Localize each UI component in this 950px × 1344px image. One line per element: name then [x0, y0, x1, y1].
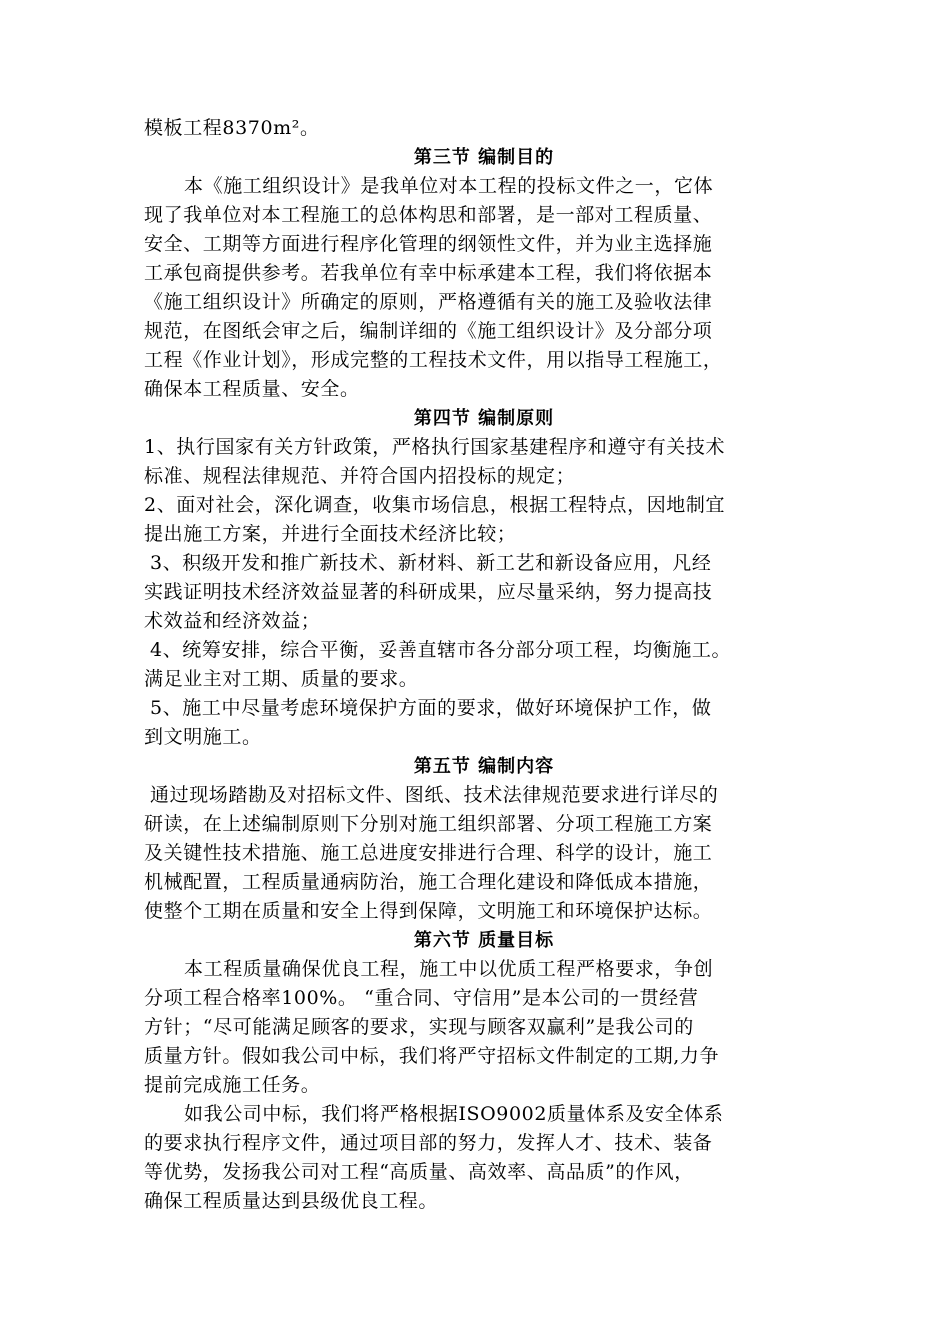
text-line: 提前完成施工任务。 — [144, 1074, 321, 1096]
text-line: 术效益和经济效益； — [144, 610, 321, 632]
text-line: 确保本工程质量、安全。 — [144, 378, 360, 400]
text-line: 分项工程合格率100%。 “重合同、守信用”是本公司的一贯经营 — [144, 987, 699, 1009]
text-line: 如我公司中标，我们将严格根据ISO9002质量体系及安全体系 — [184, 1103, 724, 1125]
text-line: 4、统筹安排，综合平衡，妥善直辖市各分部分项工程，均衡施工。 — [150, 639, 732, 661]
text-line: 模板工程8370m²。 — [144, 117, 320, 139]
text-line: 5、施工中尽量考虑环境保护方面的要求，做好环境保护工作，做 — [150, 697, 712, 719]
text-line: 等优势，发扬我公司对工程“高质量、高效率、高品质”的作风， — [144, 1161, 694, 1183]
text-line: 1、执行国家有关方针政策，严格执行国家基建程序和遵守有关技术 — [144, 436, 726, 458]
text-line: 安全、工期等方面进行程序化管理的纲领性文件，并为业主选择施 — [144, 233, 713, 255]
text-line: 工程《作业计划》，形成完整的工程技术文件，用以指导工程施工， — [144, 349, 723, 371]
text-line: 工承包商提供参考。若我单位有幸中标承建本工程，我们将依据本 — [144, 262, 713, 284]
text-line: 确保工程质量达到县级优良工程。 — [144, 1190, 439, 1212]
text-line: 2、面对社会，深化调查，收集市场信息，根据工程特点，因地制宜 — [144, 494, 726, 516]
text-line: 的要求执行程序文件，通过项目部的努力，发挥人才、技术、装备 — [144, 1132, 713, 1154]
section-heading: 第四节 编制原则 — [413, 408, 555, 429]
text-line: 机械配置，工程质量通病防治，施工合理化建设和降低成本措施， — [144, 871, 713, 893]
text-line: 提出施工方案，并进行全面技术经济比较； — [144, 523, 517, 545]
text-line: 通过现场踏勘及对招标文件、图纸、技术法律规范要求进行详尽的 — [150, 784, 719, 806]
text-line: 到文明施工。 — [144, 726, 262, 748]
document-body — [144, 114, 824, 1216]
text-line: 使整个工期在质量和安全上得到保障，文明施工和环境保护达标。 — [144, 900, 713, 922]
text-line: 本工程质量确保优良工程，施工中以优质工程严格要求，争创 — [184, 958, 714, 980]
text-line: 实践证明技术经济效益显著的科研成果，应尽量采纳，努力提高技 — [144, 581, 713, 603]
text-line: 质量方针。假如我公司中标，我们将严守招标文件制定的工期,力争 — [144, 1045, 720, 1067]
text-line: 标准、规程法律规范、并符合国内招投标的规定； — [144, 465, 576, 487]
text-line: 本《施工组织设计》是我单位对本工程的投标文件之一，它体 — [184, 175, 714, 197]
text-line: 满足业主对工期、质量的要求。 — [144, 668, 419, 690]
document-page — [144, 114, 824, 1216]
text-line: 及关键性技术措施、施工总进度安排进行合理、科学的设计，施工 — [144, 842, 713, 864]
text-line: 研读，在上述编制原则下分别对施工组织部署、分项工程施工方案 — [144, 813, 713, 835]
text-line: 现了我单位对本工程施工的总体构思和部署，是一部对工程质量、 — [144, 204, 713, 226]
section-heading: 第三节 编制目的 — [413, 147, 555, 168]
section-heading: 第五节 编制内容 — [413, 756, 555, 777]
text-line: 《施工组织设计》所确定的原则，严格遵循有关的施工及验收法律 — [144, 291, 713, 313]
text-line: 3、积级开发和推广新技术、新材料、新工艺和新设备应用，凡经 — [150, 552, 712, 574]
section-heading: 第六节 质量目标 — [413, 930, 555, 951]
text-line: 方针；“尽可能满足顾客的要求，实现与顾客双赢利”是我公司的 — [144, 1016, 694, 1038]
text-line: 规范，在图纸会审之后，编制详细的《施工组织设计》及分部分项 — [144, 320, 713, 342]
